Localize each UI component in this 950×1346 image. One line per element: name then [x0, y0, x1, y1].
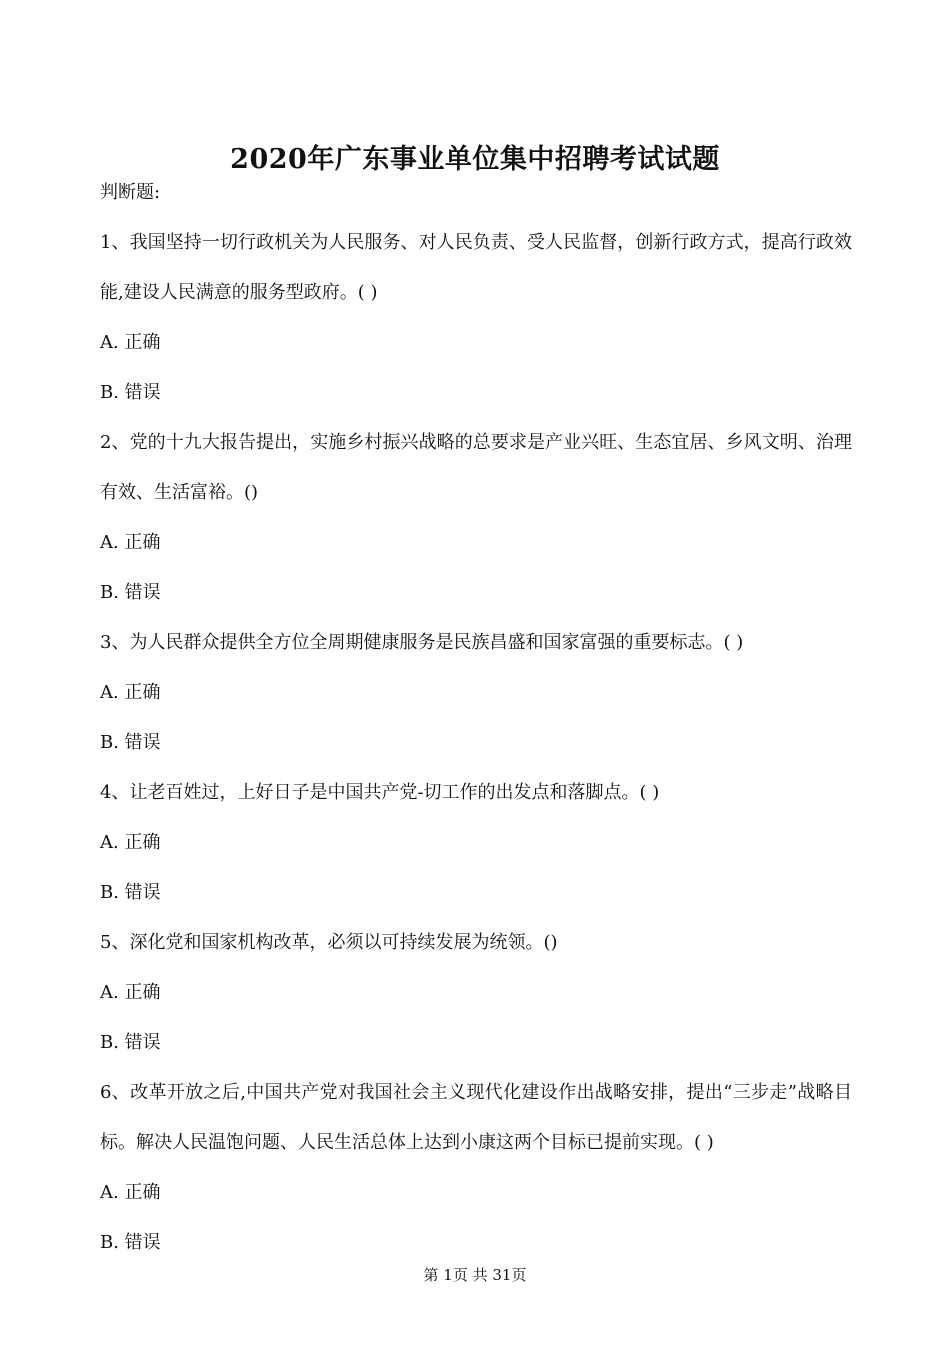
option-b: B. 错误	[100, 732, 161, 753]
option-b: B. 错误	[100, 882, 161, 903]
option-b: B. 错误	[100, 382, 161, 403]
option-a: A. 正确	[100, 682, 161, 703]
section-heading: 判断题:	[100, 182, 161, 203]
question-stem: 1、我国坚持一切行政机关为人民服务、对人民负责、受人民监督，创新行政方式，提高行政效能,建设人民满意的服务型政府。( )	[100, 232, 852, 303]
question-3	[100, 630, 852, 756]
question-4	[100, 780, 852, 906]
option-a: A. 正确	[100, 1182, 161, 1203]
option-b: B. 错误	[100, 1232, 161, 1253]
option-b: B. 错误	[100, 582, 161, 603]
question-stem: 2、党的十九大报告提出，实施乡村振兴战略的总要求是产业兴旺、生态宜居、乡风文明、治理有效、生活富裕。()	[100, 432, 852, 503]
question-stem: 5、深化党和国家机构改革，必须以可持续发展为统领。()	[100, 932, 558, 953]
question-2	[100, 418, 852, 606]
question-1	[100, 218, 852, 406]
option-b: B. 错误	[100, 1032, 161, 1053]
option-a: A. 正确	[100, 332, 161, 353]
option-a: A. 正确	[100, 832, 161, 853]
question-stem: 4、让老百姓过，上好日子是中国共产党-切工作的出发点和落脚点。( )	[100, 782, 660, 803]
question-6	[100, 1068, 852, 1256]
question-5	[100, 930, 852, 1056]
question-list	[100, 230, 852, 1280]
question-stem: 3、为人民群众提供全方位全周期健康服务是民族昌盛和国家富强的重要标志。( )	[100, 632, 744, 653]
document-title: 2020年广东事业单位集中招聘考试试题	[230, 144, 720, 176]
option-a: A. 正确	[100, 982, 161, 1003]
question-stem: 6、改革开放之后,中国共产党对我国社会主义现代化建设作出战略安排，提出“三步走”战略目标。解决人民温饱问题、人民生活总体上达到小康这两个目标已提前实现。( )	[100, 1082, 852, 1153]
option-a: A. 正确	[100, 532, 161, 553]
page-footer: 第 1页 共 31页	[423, 1266, 527, 1284]
